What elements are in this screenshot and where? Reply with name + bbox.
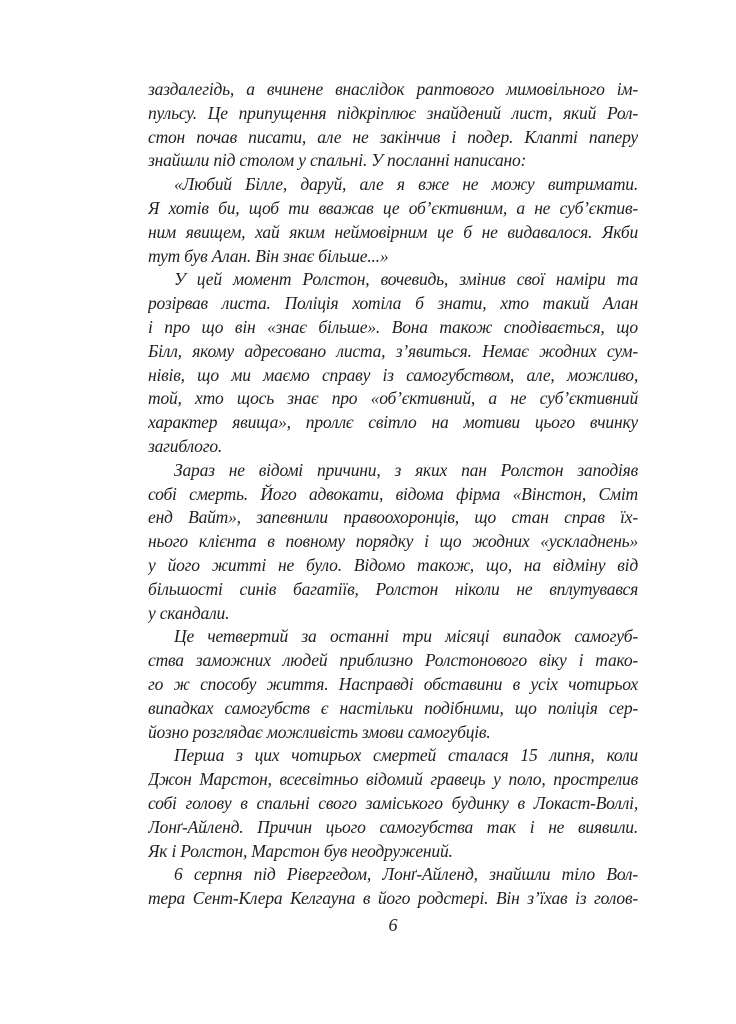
text-line: випадках самогубств є настільки подібними, що поліція сер- — [148, 697, 638, 718]
text-line: Я хотів би, щоб ти вважав це об’єктивним, а не суб’єктив- — [148, 197, 638, 218]
text-line: у його житті не було. Відомо також, що, на відміну від — [148, 554, 638, 575]
text-line: розірвав листа. Поліція хотіла б знати, хто такий Алан — [148, 293, 638, 314]
text-line: йозно розглядає можливість змови самогубців. — [148, 721, 491, 742]
text-line: У цей момент Ролстон, вочевидь, змінив свої наміри та — [174, 269, 638, 290]
text-line: той, хто щось знає про «об’єктивний, а не суб’єктивний — [148, 388, 638, 409]
text-line: стон почав писати, але не закінчив і подер. Клапті паперу — [148, 126, 638, 147]
text-line: тут був Алан. Він знає більше...» — [148, 245, 389, 266]
text-line: Це четвертий за останні три місяці випадок самогуб- — [174, 626, 638, 647]
text-line: ним явищем, хай яким неймовірним це б не видавалося. Якби — [148, 221, 638, 242]
text-line: Джон Марстон, всесвітньо відомий гравець у поло, прострелив — [148, 769, 638, 790]
text-line: нівів, що ми маємо справу із самогубством, але, можливо, — [148, 364, 638, 385]
text-line: характер явища», проллє світло на мотиви цього вчинку — [148, 412, 638, 433]
text-line: Білл, якому адресовано листа, з’явиться. Немає жодних сум- — [148, 340, 638, 361]
text-line: Перша з цих чотирьох смертей сталася 15 липня, коли — [174, 745, 638, 766]
text-line: нього клієнта в повному порядку і що жодних «ускладнень» — [148, 531, 638, 552]
text-line: тера Сент-Клера Келгауна в його родстері. Він з’їхав із голов- — [148, 888, 638, 909]
text-line: собі голову в спальні свого заміського будинку в Локаст-Воллі, — [148, 792, 638, 813]
text-block — [148, 78, 638, 911]
text-line: енд Вайт», запевнили правоохоронців, що стан справ їх- — [148, 507, 638, 528]
text-line: 6 серпня під Рівергедом, Лонґ-Айленд, знайшли тіло Вол- — [174, 864, 638, 885]
text-line: знайшли під столом у спальні. У посланні написано: — [148, 150, 527, 171]
page-number: 6 — [388, 915, 398, 935]
text-line: заздалегідь, а вчинене внаслідок раптового мимовільного ім- — [148, 79, 638, 99]
text-line: Як і Ролстон, Марстон був неодружений. — [148, 840, 453, 861]
text-line: більшості синів багатіїв, Ролстон ніколи не вплутувався — [148, 578, 638, 599]
text-line: собі смерть. Його адвокати, відома фірма «Вінстон, Сміт — [148, 483, 638, 504]
text-line: і про що він «знає більше». Вона також сподівається, що — [148, 316, 638, 337]
text-line: го ж способу життя. Насправді обставини в усіх чотирьох — [148, 673, 638, 694]
text-line: ства заможних людей приблизно Ролстонового віку і тако- — [148, 650, 638, 671]
text-line: «Любий Білле, даруй, але я вже не можу витримати. — [174, 174, 638, 195]
text-line: Зараз не відомі причини, з яких пан Ролстон заподіяв — [174, 459, 638, 480]
text-line: загиблого. — [148, 435, 223, 456]
text-line: у скандали. — [148, 602, 230, 623]
text-line: пульсу. Це припущення підкріплює знайдений лист, який Рол- — [148, 102, 638, 123]
text-line: Лонґ-Айленд. Причин цього самогубства так і не виявили. — [148, 816, 638, 837]
